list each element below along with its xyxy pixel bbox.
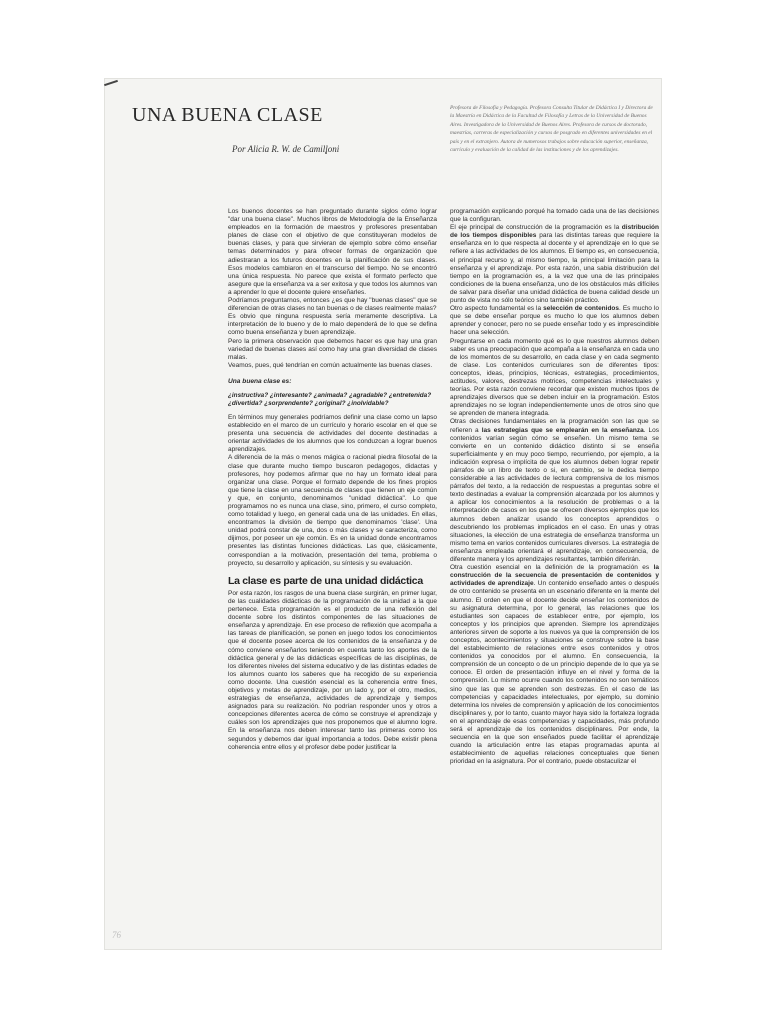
emphasis: distribución de los tiempos disponibles xyxy=(450,224,659,240)
paragraph: programación explicando porqué ha tomado cada una de las decisiones que la configuran. xyxy=(450,208,659,224)
text: El eje principal de construcción de la programación es la xyxy=(450,224,622,232)
emphasis: las estrategias que se emplearán en la enseñanza xyxy=(481,426,644,434)
article-title: UNA BUENA CLASE xyxy=(132,104,323,126)
text: Otro aspecto fundamental es la xyxy=(450,305,544,313)
text: Otra cuestión esencial en la definición de la programación es xyxy=(450,564,654,572)
paragraph xyxy=(450,418,659,564)
paragraph: Podríamos preguntarnos, entonces ¿es que hay "buenas clases" que se diferencian de otras clases no tan buenas o de clases realmente malas? xyxy=(228,297,437,313)
text: . Es mucho lo que se debe enseñar porque es mucho lo que los alumnos deben aprender y conocer, pero no se puede enseñar todo y es imprescindible hacer una selección. xyxy=(450,305,659,337)
paragraph: Pero la primera observación que debemos hacer es que hay una gran variedad de buenas clases así como hay una gran diversidad de clases malas. xyxy=(228,337,437,361)
subheading: Una buena clase es: xyxy=(228,377,292,385)
paragraph xyxy=(450,224,659,305)
emphasis: selección de contenidos xyxy=(543,305,620,313)
left-column xyxy=(228,208,437,752)
text: para las distintas tareas que requiere la enseñanza en lo que respecta al docente y el aprendizaje en lo que se refiere a las actividades de los alumnos. El tiempo es, en consecuencia, el principal recurso y, al mismo tiempo, la principal limitación para la enseñanza y el aprendizaje. Por esta razón, una sabia distribución del tiempo en la programación es, a la vez que una de las principales condiciones de la buena enseñanza, uno de los obstáculos más difíciles de salvar para diseñar una unidad didáctica de buena calidad desde un punto de vista no sólo teórico sino también práctico. xyxy=(450,232,660,305)
right-column xyxy=(450,208,659,766)
page-number: 76 xyxy=(112,930,121,940)
paragraph: Preguntarse en cada momento qué es lo que nuestros alumnos deben saber es una preocupación que acompaña a la enseñanza en cada uno de los momentos de su desarrollo, en cada clase y en cada segmento de clase. Los contenidos curriculares son de diferentes tipos: conceptos, ideas, principios, técnicas, estrategias, procedimientos, actitudes, valores, destrezas motrices, competencias intelectuales y teorías. Por esta razón conviene recordar que existen muchos tipos de aprendizajes diversos que se deben incluir en la programación. Estos aprendizajes no se logran independientemente unos de otros sino que se aprenden de manera integrada. xyxy=(450,337,659,418)
paragraph: Veamos, pues, qué tendrían en común actualmente las buenas clases. xyxy=(228,361,433,369)
paragraph: Los buenos docentes se han preguntado durante siglos cómo lograr "dar una buena clase". Muchos libros de Metodología de la Enseñanza empleados en la formación de maestros y profesores presentaban planes de clase con el objetivo de que constituyeran modelos de buenas clases, y para que sirvieran de ejemplo sobre cómo enseñar temas determinados y para ofrecer formas de organización que adiestraran a los futuros docentes en la planificación de sus clases. Esos modelos cambiaron en el transcurso del tiempo. No se encontró una única respuesta. No parece que exista el formato perfecto que asegure que la enseñanza va a ser exitosa y que todos los alumnos van a aprender lo que el docente quiere enseñarles. xyxy=(228,208,437,296)
qualities-list: ¿instructiva? ¿interesante? ¿animada? ¿agradable? ¿entretenida? ¿divertida? ¿sorprendente? ¿original? ¿inolvidable? xyxy=(228,391,432,407)
paragraph xyxy=(450,564,659,766)
paragraph: Es obvio que ninguna respuesta sería meramente descriptiva. La interpretación de lo bueno y de lo malo dependerá de lo que se defina como buena enseñanza y buen aprendizaje. xyxy=(228,313,437,337)
text: Otras decisiones fundamentales en la programación son las que se refieren a xyxy=(450,418,659,434)
author-bio: Profesora de Filosofía y Pedagogía. Profesora Consulta Titular de Didáctica I y Directora de la Maestría en Didáctica de la Facultad de Filosofía y Letras de la Universidad de Buenos Aires. Investigadora de la Universidad de Buenos Aires. Profesora de cursos de doctorado, maestrías, carreras de especialización y cursos de posgrado en diferentes universidades en el país y en el extranjero. Autora de numerosos trabajos sobre educación superior, enseñanza, currículo y evaluación de la calidad de las instituciones y de los aprendizajes. xyxy=(450,105,653,154)
section-heading: La clase es parte de una unidad didáctica xyxy=(228,574,423,587)
paragraph: A diferencia de la más o menos mágica o racional piedra filosofal de la clase que durante mucho tiempo buscaron pedagogos, didactas y profesores, hoy podemos afirmar que no hay un formato ideal para organizar una clase. Porque el formato depende de los fines propios que tiene la clase en una secuencia de clases que tienen un eje común y que, en conjunto, denominamos "unidad didáctica". Lo que programamos no es nunca una clase, sino, primero, el curso completo, como totalidad y luego, en general cada una de las unidades. En ellas, encontramos la división de tiempo que denominamos 'clase'. Una unidad podrá constar de una, dos o más clases y se caracteriza, como dijimos, por poseer un eje común. Es en la unidad donde encontramos presentes las distintas funciones didácticas. Las que, clásicamente, correspondían a la motivación, presentación del tema, problema o proyecto, su desarrollo y aplicación, su síntesis y su evaluación. xyxy=(228,454,437,567)
text: . Los contenidos varían según cómo se enseñen. Un mismo tema se convierte en un contenido didáctico distinto si se enseña superficialmente y en muy poco tiempo, recurriendo, por ejemplo, a la indicación expresa o implícita de que los alumnos deben lograr repetir párrafos de un libro de texto o si, en cambio, se le dedica tiempo considerable a las actividades de lectura comprensiva de los mismos párrafos del texto, a la redacción de respuestas a preguntas sobre el texto destinadas a evaluar la comprensión alcanzada por los alumnos y a aplicar los conocimientos a la resolución de problemas o a la interpretación de casos en los que se ofrecen diversos ejemplos que los alumnos deben analizar usando los conceptos aprendidos o descubriendo los problemas implicados en el caso. En unas y otras situaciones, la elección de una estrategia de enseñanza transforma un mismo tema en varios contenidos curriculares diversos. La estrategia de enseñanza empleada orientará el aprendizaje, en consecuencia, de diferente manera y los aprendizajes resultantes, también diferirán. xyxy=(450,426,660,564)
emphasis: la construcción de la secuencia de presentación de contenidos y actividades de aprendizaje xyxy=(450,564,659,588)
paragraph: En términos muy generales podríamos definir una clase como un lapso establecido en el marco de un currículo y horario escolar en el que se presenta una secuencia de actividades del docente destinadas a orientar actividades de los alumnos que los conduzcan a lograr buenos aprendizajes. xyxy=(228,413,437,454)
text: . Un contenido enseñado antes o después de otro contenido se presenta en un escenario diferente en la mente del alumno. El orden en que el docente decide enseñar los contenidos de su asignatura determina, por lo general, las relaciones que los estudiantes son capaces de establecer entre, por ejemplo, los conceptos y los principios que aprenden. Siempre los aprendizajes anteriores sirven de soporte a los nuevos ya que la comprensión de los conceptos, acontecimientos y situaciones se construye sobre la base del establecimiento de relaciones entre esos contenidos y otros contenidos ya conocidos por el alumno. En consecuencia, la comprensión de un concepto o de un principio depende de lo que ya se conoce. El orden de presentación influye en el nivel y forma de la comprensión. Lo mismo ocurre cuando los contenidos no son temáticos sino que las que se aprenden son destrezas. En el caso de las competencias y capacidades intelectuales, por ejemplo, su dominio determina los niveles de comprensión y aplicación de los conocimientos disciplinares y, por lo tanto, cuanto mayor haya sido la fortaleza lograda en el aprendizaje de esas competencias y capacidades, más profundo será el aprendizaje de los contenidos disciplinares. Por ende, la secuencia en la que son enseñados puede facilitar el aprendizaje cuando la articulación entre las etapas programadas apunta al establecimiento de aquellas relaciones conceptuales que tienen prioridad en la asignatura. Por el contrario, puede obstaculizar el xyxy=(450,580,659,766)
article-byline: Por Alicia R. W. de Camilloni xyxy=(232,144,340,154)
paragraph xyxy=(450,305,659,337)
paragraph: Por esta razón, los rasgos de una buena clase surgirán, en primer lugar, de las cualidades didácticas de la programación de la unidad a la que pertenece. Esta programación es el producto de una reflexión del docente sobre los distintos componentes de las situaciones de enseñanza y aprendizaje. En ese proceso de reflexión que acompaña a las tareas de planificación, se ponen en juego todos los conocimientos que el docente posee acerca de los contenidos de la enseñanza y de cómo conviene enseñarlos teniendo en cuenta tanto los aportes de la didáctica general y de las didácticas específicas de las disciplinas, de los diferentes niveles del sistema educativo y de las distintas edades de los alumnos cuanto los saberes que ha recogido de su experiencia como docente. Una cuestión esencial es la coherencia entre fines, objetivos y metas de aprendizaje, por un lado y, por el otro, medios, estrategias de enseñanza, actividades de aprendizaje y tiempos asignados para su realización. No podrían responder unos y otros a concepciones diferentes acerca de cómo se construye el aprendizaje y cuáles son los aprendizajes que nos proponemos que el alumno logre. En la enseñanza nos deben interesar tanto las primeras como los segundos y debemos dar igual importancia a todos. Debe existir plena coherencia entre ellos y el profesor debe poder justificar la xyxy=(228,589,437,751)
